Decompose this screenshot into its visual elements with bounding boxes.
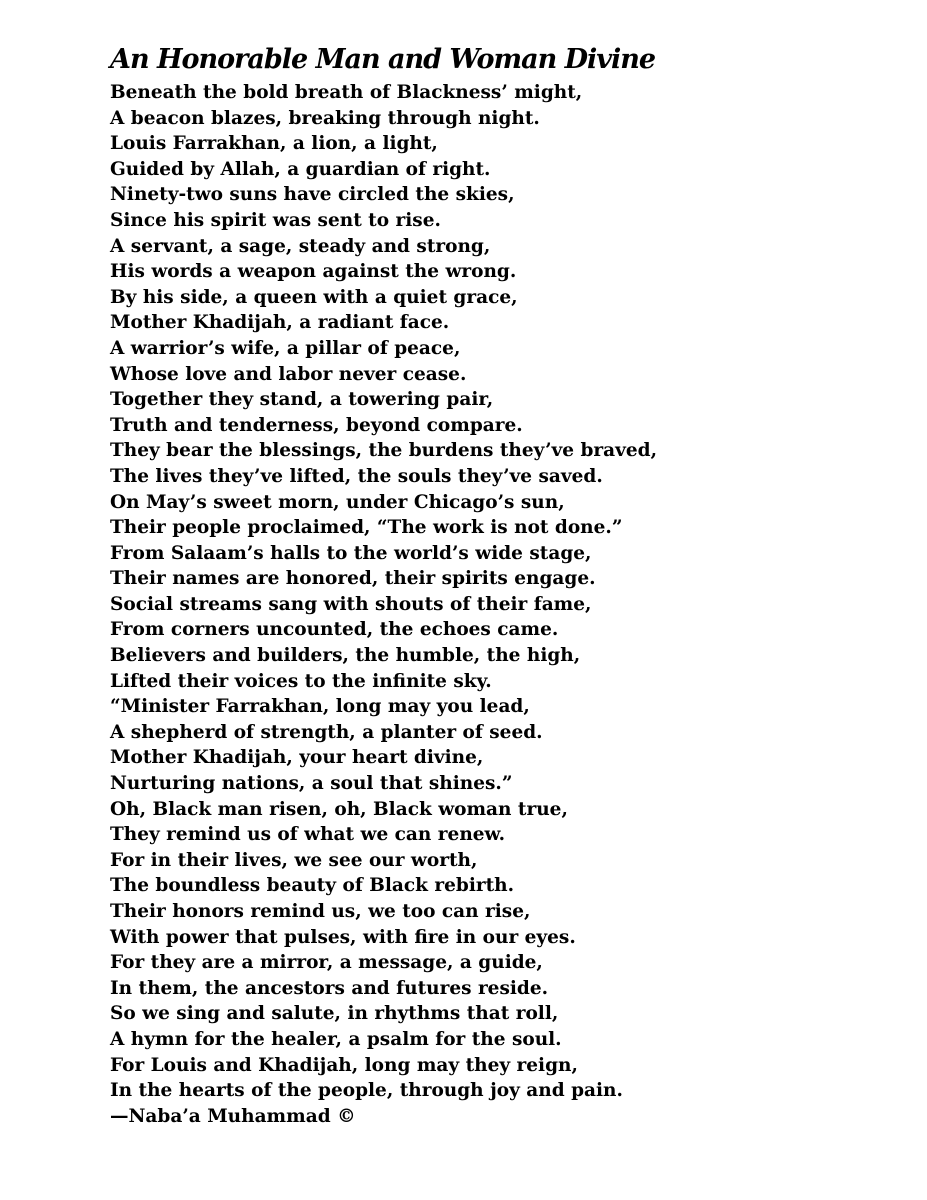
poem-title: An Honorable Man and Woman Divine	[110, 44, 656, 75]
poem-line: They bear the blessings, the burdens they’ve braved,	[110, 440, 658, 462]
poem-line: For in their lives, we see our worth,	[110, 849, 478, 871]
poem-line: Their honors remind us, we too can rise,	[110, 901, 531, 922]
poem-line: In the hearts of the people, through joy and pain.	[110, 1080, 623, 1102]
poem-line: From Salaam’s halls to the world’s wide stage,	[110, 542, 592, 564]
poem-line: In them, the ancestors and futures reside.	[110, 977, 549, 999]
poem-line: A hymn for the healer, a psalm for the soul.	[110, 1028, 562, 1050]
poem-line: His words a weapon against the wrong.	[110, 261, 517, 283]
poem-line: “Minister Farrakhan, long may you lead,	[110, 696, 530, 718]
author-signature: —Naba’a Muhammad ©	[110, 1105, 356, 1127]
poem-line: A beacon blazes, breaking through night.	[110, 107, 540, 129]
poem-line: On May’s sweet morn, under Chicago’s sun,	[110, 491, 565, 513]
poem-line: A warrior’s wife, a pillar of peace,	[110, 337, 461, 359]
poem-line: Nurturing nations, a soul that shines.”	[110, 773, 513, 795]
poem-line: For Louis and Khadijah, long may they reign,	[110, 1054, 578, 1076]
poem-line: Mother Khadijah, your heart divine,	[110, 747, 484, 769]
poem-body	[110, 80, 900, 1104]
poem-line: Beneath the bold breath of Blackness’ might,	[110, 82, 583, 103]
poem-line: They remind us of what we can renew.	[110, 824, 506, 846]
poem-line: Social streams sang with shouts of their fame,	[110, 593, 592, 615]
poem-line: Since his spirit was sent to rise.	[110, 209, 441, 231]
poem-line: By his side, a queen with a quiet grace,	[110, 286, 518, 308]
poem-line: Mother Khadijah, a radiant face.	[110, 312, 450, 334]
poem-line: A servant, a sage, steady and strong,	[110, 235, 491, 257]
poem-line: Their people proclaimed, “The work is not done.”	[110, 517, 623, 539]
poem-line: Louis Farrakhan, a lion, a light,	[110, 133, 438, 155]
poem-line: Lifted their voices to the infinite sky.	[110, 670, 492, 692]
poem-line: For they are a mirror, a message, a guide,	[110, 952, 543, 974]
poem-line: Together they stand, a towering pair,	[110, 389, 494, 411]
poem-page	[110, 42, 900, 1129]
poem-line: So we sing and salute, in rhythms that roll,	[110, 1003, 559, 1025]
poem-line: The boundless beauty of Black rebirth.	[110, 875, 515, 897]
poem-line: Whose love and labor never cease.	[110, 363, 467, 385]
poem-line: Truth and tenderness, beyond compare.	[110, 414, 523, 436]
poem-line: The lives they’ve lifted, the souls they’ve saved.	[110, 465, 603, 487]
poem-line: Guided by Allah, a guardian of right.	[110, 158, 491, 180]
poem-line: Believers and builders, the humble, the high,	[110, 645, 581, 667]
poem-line: Their names are honored, their spirits engage.	[110, 568, 596, 590]
poem-line: Ninety-two suns have circled the skies,	[110, 184, 515, 206]
poem-line: With power that pulses, with fire in our eyes.	[110, 926, 576, 948]
poem-line: Oh, Black man risen, oh, Black woman true,	[110, 798, 568, 820]
poem-line: A shepherd of strength, a planter of seed.	[110, 721, 543, 743]
poem-line: From corners uncounted, the echoes came.	[110, 619, 559, 641]
